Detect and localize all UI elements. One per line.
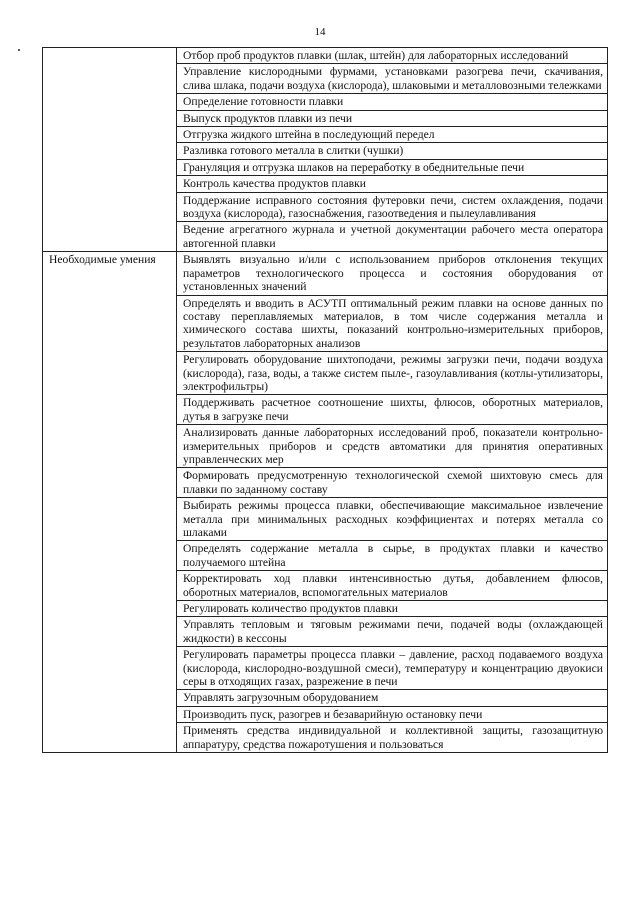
list-item: Ведение агрегатного журнала и учетной документации рабочего места оператора автогенной плавки [177, 222, 608, 252]
list-item: Определение готовности плавки [177, 94, 608, 110]
competency-table [42, 47, 608, 753]
list-item: Разливка готового металла в слитки (чушки) [177, 143, 608, 159]
scan-mark [18, 49, 20, 51]
list-item: Грануляция и отгрузка шлаков на переработку в обеднительные печи [177, 159, 608, 175]
list-item: Поддержание исправного состояния футеровки печи, систем охлаждения, подачи воздуха (кислорода), газоснабжения, газоотведения и пылеулавливания [177, 192, 608, 222]
list-item: Управлять тепловым и тяговым режимами печи, подачей воды (охлаждающей жидкости) в кессоны [177, 617, 608, 647]
list-item: Определять содержание металла в сырье, в продуктах плавки и качество получаемого штейна [177, 541, 608, 571]
section-label-cell [43, 252, 177, 753]
list-item: Применять средства индивидуальной и коллективной защиты, газозащитную аппаратуру, средства пожаротушения и пользоваться [177, 723, 608, 753]
list-item: Выпуск продуктов плавки из печи [177, 110, 608, 126]
list-item: Корректировать ход плавки интенсивностью дутья, добавлением флюсов, оборотных материалов, вспомогательных материалов [177, 571, 608, 601]
list-item: Регулировать параметры процесса плавки – давление, расход подаваемого воздуха (кислорода, кислородно-воздушной смеси), температуру и концентрацию двуокиси серы в отходящих газах, разрежение в печи [177, 647, 608, 690]
list-item: Определять и вводить в АСУТП оптимальный режим плавки на основе данных по составу переплавляемых материалов, в том числе содержания металла и химического состава шихты, показаний контрольно-измерительных приборов, результатов лабораторных анализов [177, 295, 608, 352]
list-item: Регулировать количество продуктов плавки [177, 601, 608, 617]
table-row [43, 48, 608, 64]
table-row [43, 252, 608, 295]
list-item: Формировать предусмотренную технологической схемой шихтовую смесь для плавки по заданному составу [177, 468, 608, 498]
list-item: Выбирать режимы процесса плавки, обеспечивающие максимальное извлечение металла при минимальных расходных коэффициентах и потерях металла со шлаками [177, 498, 608, 541]
list-item: Выявлять визуально и/или с использованием приборов отклонения текущих параметров технологического процесса и состояния оборудования от установленных значений [177, 252, 608, 295]
list-item: Управлять загрузочным оборудованием [177, 690, 608, 706]
list-item: Производить пуск, разогрев и безаварийную остановку печи [177, 706, 608, 722]
list-item: Управление кислородными фурмами, установками разогрева печи, скачивания, слива шлака, подачи воздуха (кислорода), шлаковыми и металловозными тележками [177, 64, 608, 94]
list-item: Отгрузка жидкого штейна в последующий передел [177, 127, 608, 143]
list-item: Контроль качества продуктов плавки [177, 176, 608, 192]
list-item: Отбор проб продуктов плавки (шлак, штейн) для лабораторных исследований [177, 48, 608, 64]
section-label-skills: Необходимые умения [49, 253, 156, 267]
label-cell-empty [43, 48, 177, 252]
list-item: Поддерживать расчетное соотношение шихты, флюсов, оборотных материалов, дутья в загрузке печи [177, 395, 608, 425]
list-item: Анализировать данные лабораторных исследований проб, показатели контрольно-измерительных приборов и средств автоматики для принятия оперативных управленческих мер [177, 425, 608, 468]
list-item: Регулировать оборудование шихтоподачи, режимы загрузки печи, подачи воздуха (кислорода), газа, воды, а также систем пыле-, газоулавливания (котлы-утилизаторы, электрофильтры) [177, 352, 608, 395]
page-number: 14 [314, 26, 326, 38]
